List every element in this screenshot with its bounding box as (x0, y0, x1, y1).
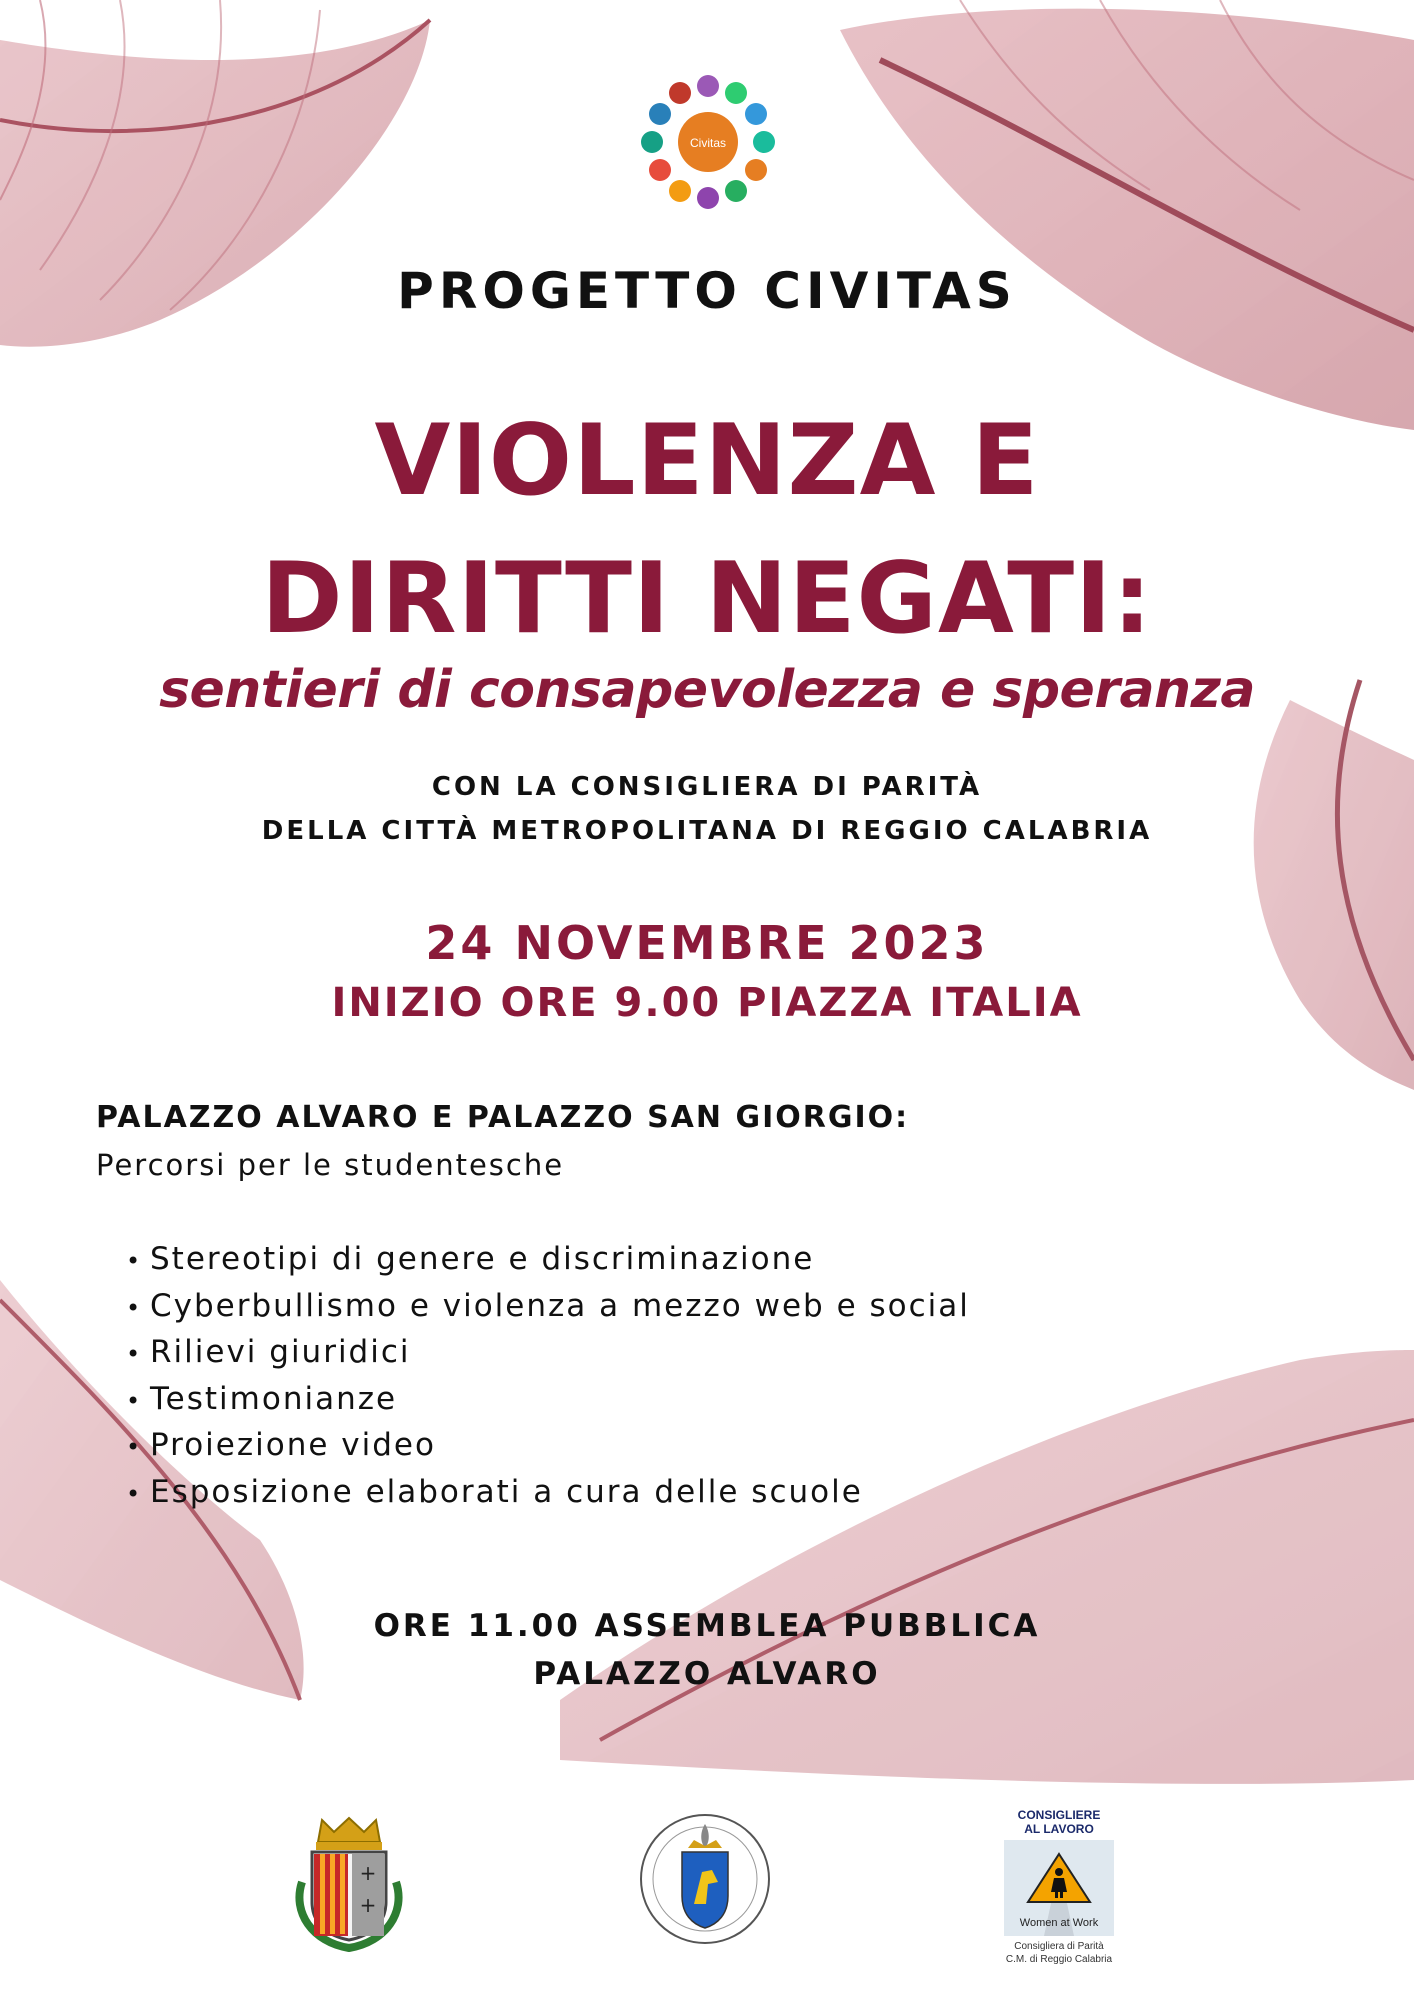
civitas-wheel-logo-icon (636, 70, 780, 214)
list-item: • Proiezione video (126, 1422, 970, 1469)
organizer-line-2: DELLA CITTÀ METROPOLITANA DI REGGIO CALABRIA (261, 816, 1153, 846)
list-item: • Cyberbullismo e violenza a mezzo web e social (126, 1283, 970, 1330)
project-title: PROGETTO CIVITAS (397, 262, 1017, 320)
main-title-line1: VIOLENZA E (374, 404, 1040, 518)
bullet-icon: • (126, 1386, 143, 1415)
women-at-work-label: Women at Work (1019, 1917, 1099, 1929)
women-at-work-sign-icon (1004, 1840, 1114, 1936)
topics-list (126, 1236, 970, 1515)
subtitle: sentieri di consapevolezza e speranza (159, 660, 1255, 720)
assembly-line-1: ORE 11.00 ASSEMBLEA PUBBLICA (373, 1608, 1041, 1644)
bullet-icon: • (126, 1293, 143, 1322)
main-title-line2: DIRITTI NEGATI: (261, 542, 1153, 656)
main-title (0, 392, 1414, 668)
consigliere-logo-heading: CONSIGLIERE AL LAVORO (1017, 1808, 1101, 1836)
bullet-icon: • (126, 1433, 143, 1461)
list-item: • Stereotipi di genere e discriminazione (126, 1236, 970, 1283)
organizer-line-1: CON LA CONSIGLIERA DI PARITÀ (431, 772, 983, 802)
bullet-icon: • (126, 1479, 143, 1508)
city-seal-icon (638, 1812, 772, 1946)
venues-heading: PALAZZO ALVARO E PALAZZO SAN GIORGIO: (96, 1100, 910, 1135)
consigliere-al-lavoro-logo (1000, 1800, 1118, 1974)
civitas-logo-label: Civitas (689, 136, 727, 150)
consigliere-logo-caption: Consigliera di Parità C.M. di Reggio Calabria (1005, 1941, 1113, 1965)
list-item: • Rilievi giuridici (126, 1329, 970, 1376)
assembly-line-2: PALAZZO ALVARO (533, 1656, 881, 1692)
bullet-icon: • (126, 1247, 143, 1275)
bullet-icon: • (126, 1340, 143, 1368)
venues-subheading: Percorsi per le studentesche (96, 1148, 565, 1182)
list-item: • Esposizione elaborati a cura delle scuole (126, 1469, 970, 1516)
svg-text:+: + (359, 1861, 377, 1885)
event-start: INIZIO ORE 9.00 PIAZZA ITALIA (331, 980, 1083, 1026)
event-date: 24 NOVEMBRE 2023 (425, 916, 989, 970)
svg-text:+: + (359, 1893, 377, 1917)
coat-of-arms-icon (282, 1812, 416, 1952)
list-item: • Testimonianze (126, 1376, 970, 1423)
